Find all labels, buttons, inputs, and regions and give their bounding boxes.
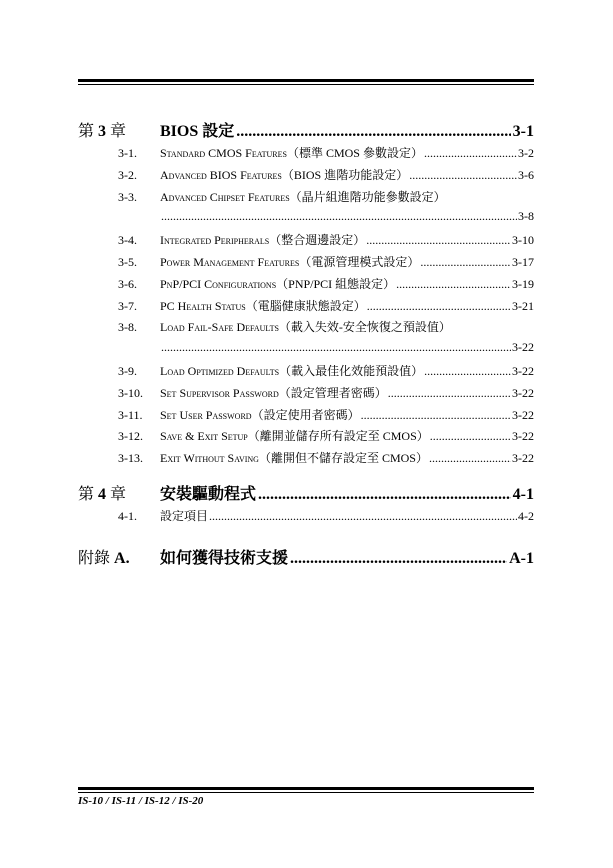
leader-dots (409, 168, 517, 183)
section-entry[interactable] (78, 231, 534, 253)
section-page: 4-2 (518, 508, 534, 523)
section-entry[interactable] (78, 507, 534, 529)
section-number: 4-1. (118, 508, 137, 523)
section-entry[interactable] (78, 253, 534, 275)
section-number: 3-11. (118, 407, 143, 422)
section-number: 3-8. (118, 320, 137, 335)
chapter-3-entry[interactable] (78, 118, 534, 144)
leader-dots (161, 340, 511, 355)
appendix-number: 附錄 A. (78, 549, 130, 567)
section-number: 3-4. (118, 233, 137, 248)
section-entry[interactable] (78, 362, 534, 384)
section-entry-continued[interactable] (78, 340, 534, 362)
section-number: 3-5. (118, 254, 137, 269)
section-number: 3-13. (118, 451, 143, 466)
section-page: 3-22 (512, 340, 534, 355)
section-title: Save & Exit Setup（離開並儲存所有設定至 CMOS） (160, 429, 429, 444)
section-title: Set User Password（設定使用者密碼） (160, 407, 360, 422)
chapter-page: 4-1 (512, 485, 534, 503)
section-number: 3-1. (118, 146, 137, 160)
section-title: Power Management Features（電源管理模式設定） (160, 254, 420, 269)
leader-dots (366, 233, 511, 248)
section-entry[interactable] (78, 384, 534, 406)
section-page: 3-22 (512, 429, 534, 444)
leader-dots (424, 364, 511, 379)
section-page: 3-22 (512, 451, 534, 466)
section-entry-continued[interactable] (78, 209, 534, 231)
leader-dots (161, 209, 517, 224)
chapter-page: 3-1 (512, 123, 534, 140)
section-page: 3-8 (518, 209, 534, 224)
section-page: 3-2 (518, 146, 534, 160)
chapter-number: 第 3 章 (78, 123, 127, 140)
leader-dots (424, 146, 517, 161)
table-of-contents (78, 118, 534, 571)
chapter-title: 安裝驅動程式 (160, 485, 257, 503)
section-title: PC Health Status（電腦健康狀態設定） (160, 298, 366, 313)
section-number: 3-12. (118, 429, 143, 444)
leader-dots (209, 509, 517, 524)
appendix-a-entry[interactable] (78, 545, 534, 571)
leader-dots (429, 451, 511, 466)
leader-dots (367, 299, 511, 314)
section-title: Load Optimized Defaults（載入最佳化效能預設值） (160, 363, 424, 378)
section-title: Standard CMOS Features（標準 CMOS 參數設定） (160, 146, 423, 160)
section-entry[interactable] (78, 318, 534, 340)
header-rule (78, 79, 534, 85)
section-number: 3-9. (118, 363, 137, 378)
section-page: 3-22 (512, 407, 534, 422)
section-entry[interactable] (78, 297, 534, 319)
section-page: 3-6 (518, 167, 534, 182)
leader-dots (396, 277, 511, 292)
section-page: 3-22 (512, 385, 534, 400)
footer-model-text: IS-10 / IS-11 / IS-12 / IS-20 (78, 795, 204, 807)
section-entry[interactable] (78, 144, 534, 166)
section-number: 3-3. (118, 189, 137, 204)
section-page: 3-10 (512, 233, 534, 248)
leader-dots (430, 429, 511, 444)
section-title: 設定項目 (160, 508, 209, 523)
section-entry[interactable] (78, 427, 534, 449)
section-number: 3-2. (118, 167, 137, 182)
leader-dots (290, 550, 507, 568)
section-entry[interactable] (78, 449, 534, 471)
chapter-number: 第 4 章 (78, 485, 127, 503)
leader-dots (361, 408, 511, 423)
leader-dots (388, 386, 511, 401)
section-title: Advanced BIOS Features（BIOS 進階功能設定） (160, 167, 409, 182)
section-page: 3-17 (512, 254, 534, 269)
appendix-title: 如何獲得技術支援 (160, 549, 289, 567)
appendix-page: A-1 (509, 549, 534, 567)
chapter-4-entry[interactable] (78, 481, 534, 507)
leader-dots (258, 486, 511, 504)
section-number: 3-10. (118, 385, 143, 400)
section-entry[interactable] (78, 166, 534, 188)
section-title: Load Fail-Safe Defaults（載入失效-安全恢復之預設值） (160, 320, 451, 335)
section-entry[interactable] (78, 188, 534, 210)
section-page: 3-22 (512, 363, 534, 378)
section-page: 3-21 (512, 298, 534, 313)
section-number: 3-6. (118, 276, 137, 291)
section-title: Integrated Peripherals（整合週邊設定） (160, 233, 366, 248)
footer-rule (78, 787, 534, 793)
section-title: Set Supervisor Password（設定管理者密碼） (160, 385, 387, 400)
chapter-title: BIOS 設定 (160, 123, 235, 140)
section-entry[interactable] (78, 406, 534, 428)
leader-dots (420, 255, 511, 270)
section-page: 3-19 (512, 276, 534, 291)
section-title: Advanced Chipset Features（晶片組進階功能參數設定） (160, 189, 446, 204)
section-title: Exit Without Saving（離開但不儲存設定至 CMOS） (160, 451, 428, 466)
section-entry[interactable] (78, 275, 534, 297)
leader-dots (236, 123, 510, 141)
section-number: 3-7. (118, 298, 137, 313)
section-title: PnP/PCI Configurations（PNP/PCI 組態設定） (160, 276, 396, 291)
